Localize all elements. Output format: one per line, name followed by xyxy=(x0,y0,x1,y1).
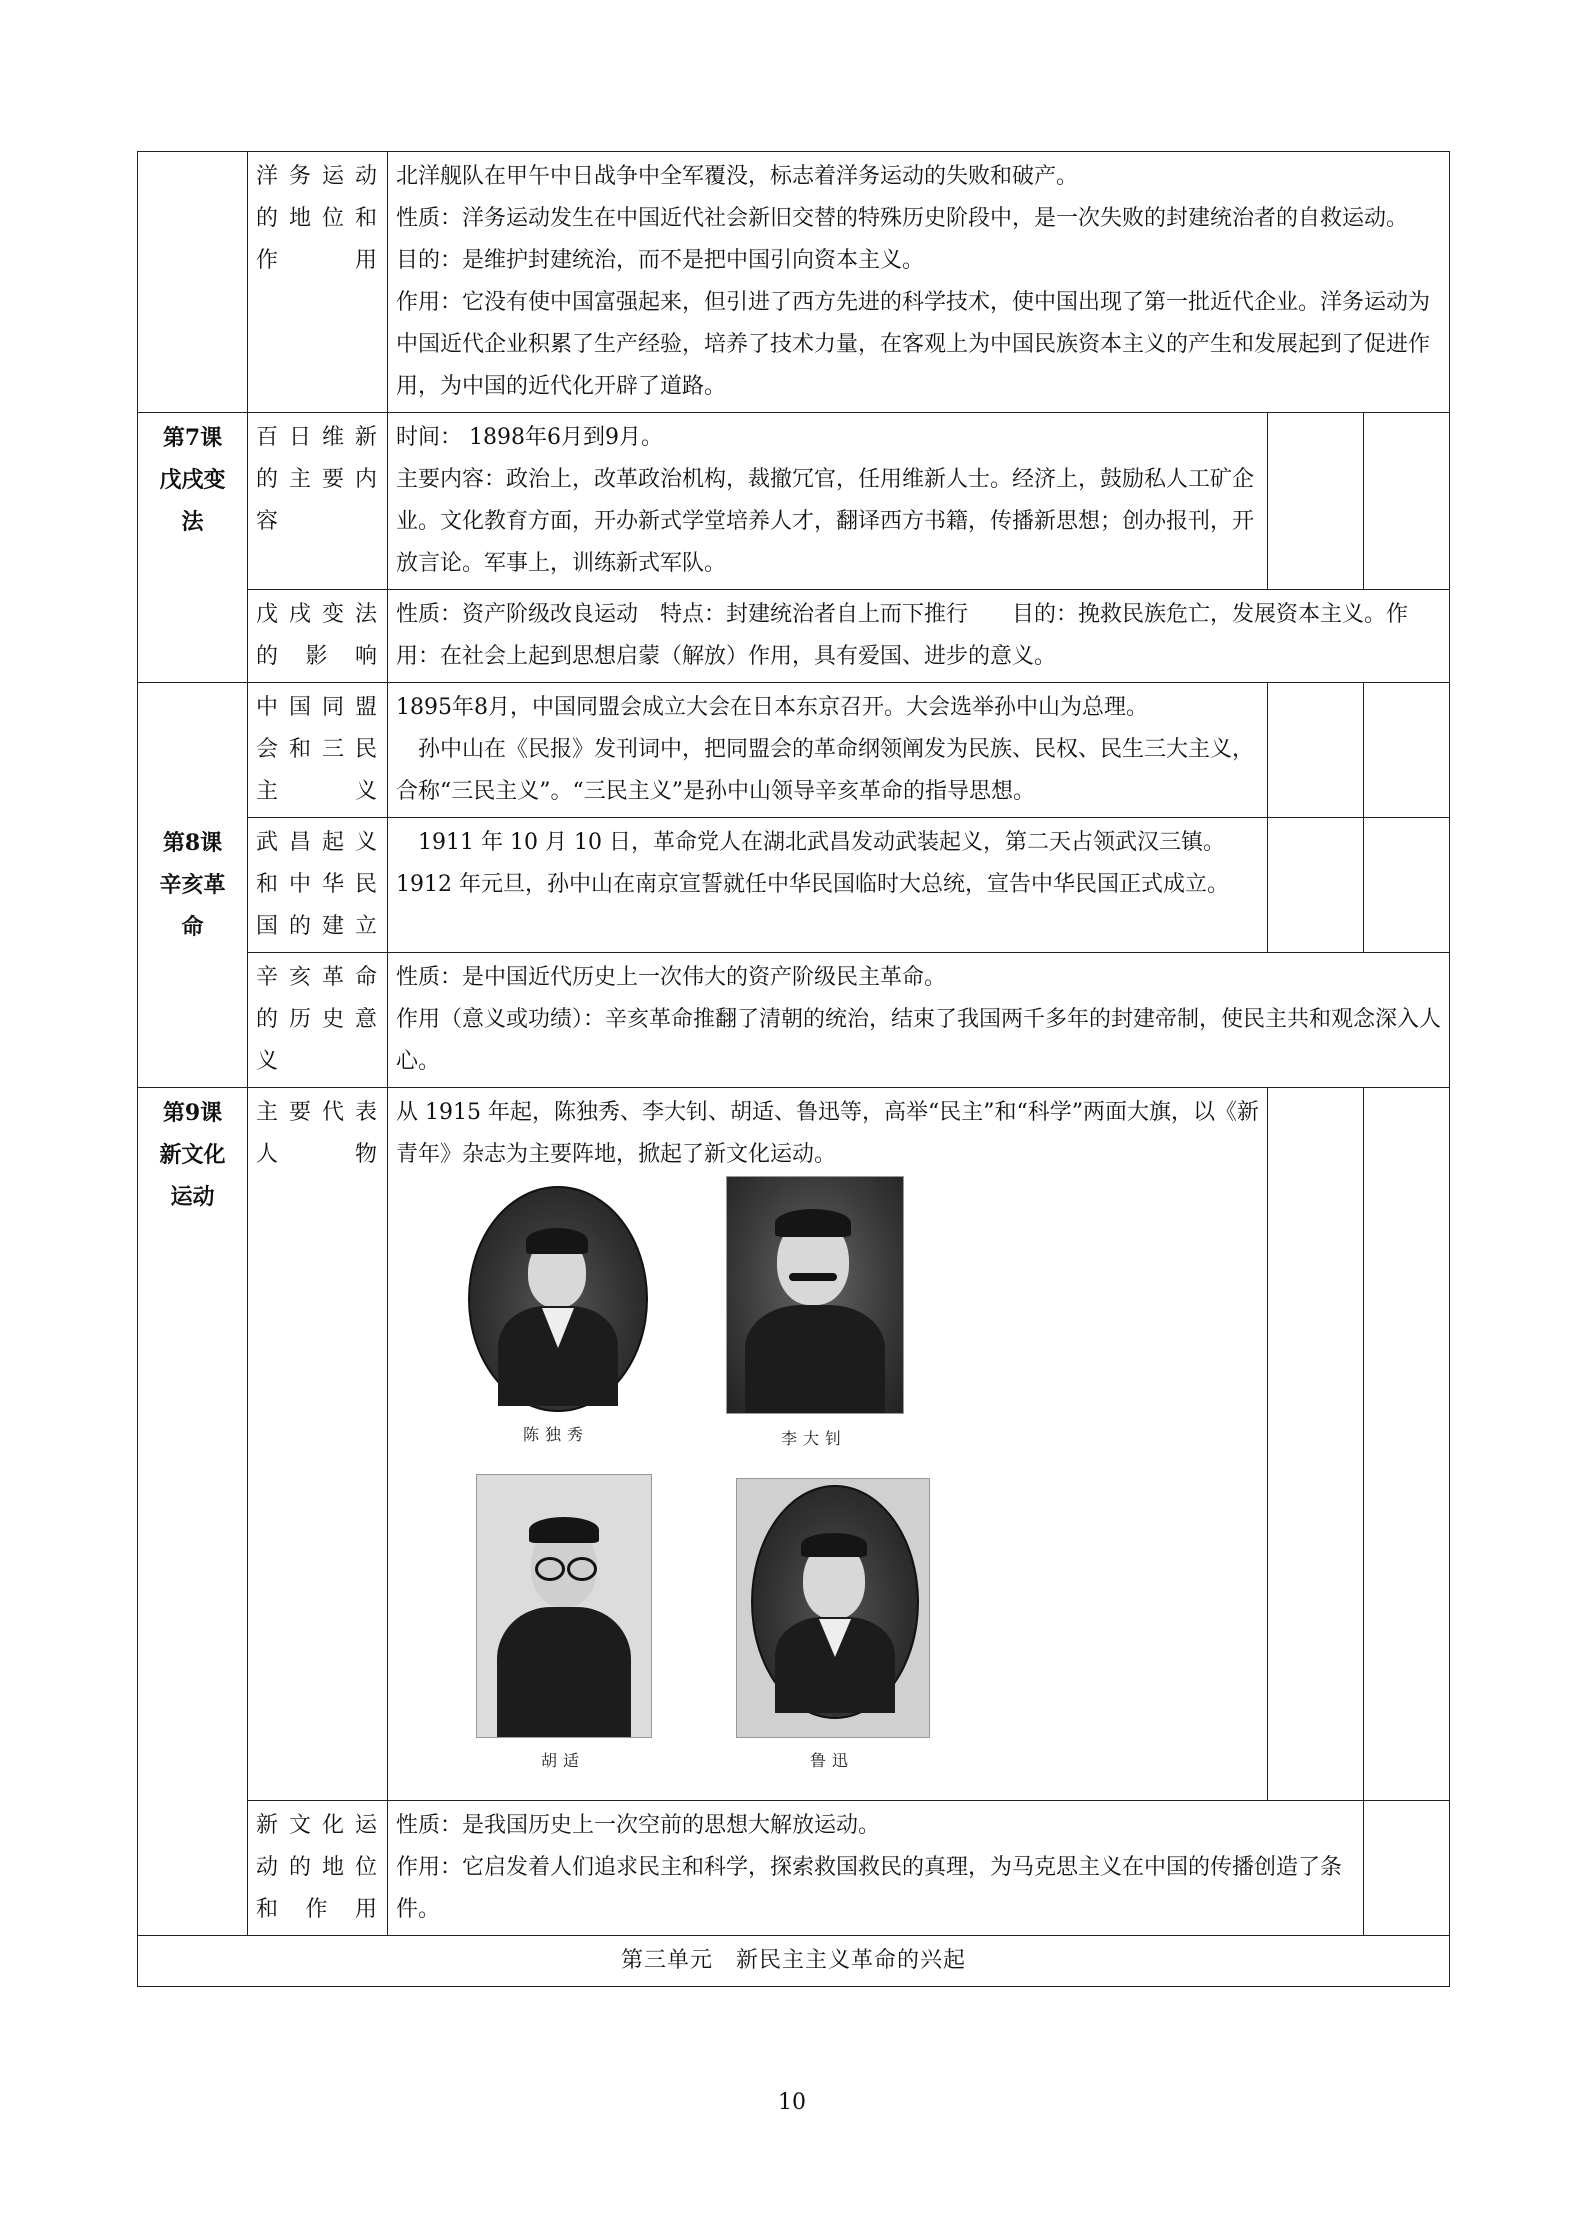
content-cell: 北洋舰队在甲午中日战争中全军覆没，标志着洋务运动的失败和破产。 性质：洋务运动发生在中国近代社会新旧交替的特殊历史阶段中，是一次失败的封建统治者的自救运动。 目的：是维护封建统治，而不是把中国引向资本主义。 作用：它没有使中国富强起来，但引进了西方先进的科学技术，使中国出现了第一批近代企业。洋务运动为中国近代企业积累了生产经验，培养了技术力量，在客观上为中国民族资本主义的产生和发展起到了促进作用，为中国的近代化开辟了道路。 xyxy=(388,152,1450,413)
photo-caption: 鲁迅 xyxy=(809,1751,854,1770)
table-row xyxy=(138,413,1450,590)
topic-cell: 戊戌变法 的影响 xyxy=(248,590,388,683)
table-row xyxy=(138,1936,1450,1987)
blank-cell xyxy=(1364,1801,1450,1936)
topic-cell: 百日维新 的主要内 容 xyxy=(248,413,388,590)
content-cell: 性质：资产阶级改良运动 特点：封建统治者自上而下推行 目的：挽救民族危亡，发展资本主义。作用：在社会上起到思想启蒙（解放）作用，具有爱国、进步的意义。 xyxy=(388,590,1450,683)
portrait-photo xyxy=(468,1186,648,1444)
content-cell: 1911 年 10 月 10 日，革命党人在湖北武昌发动武装起义，第二天占领武汉三镇。1912 年元旦，孙中山在南京宣誓就任中华民国临时大总统，宣告中华民国正式成立。 xyxy=(388,818,1268,953)
topic-cell: 主要代表 人物 xyxy=(248,1088,388,1801)
table-row xyxy=(138,818,1450,953)
content-cell: 性质：是中国近代历史上一次伟大的资产阶级民主革命。 作用（意义或功绩）：辛亥革命推翻了清朝的统治，结束了我国两千多年的封建帝制，使民主共和观念深入人心。 xyxy=(388,953,1450,1088)
blank-cell xyxy=(1268,683,1364,818)
blank-cell xyxy=(1364,818,1450,953)
blank-cell xyxy=(1268,818,1364,953)
topic-cell: 武昌起义 和中华民 国的建立 xyxy=(248,818,388,953)
topic-cell: 洋务运动 的地位和 作用 xyxy=(248,152,388,413)
table-row xyxy=(138,590,1450,683)
table-row xyxy=(138,1801,1450,1936)
blank-cell xyxy=(1364,683,1450,818)
portrait-photo xyxy=(476,1474,654,1770)
page-number: 10 xyxy=(778,2090,806,2115)
portrait-photo xyxy=(736,1478,932,1770)
blank-cell xyxy=(1364,1088,1450,1801)
content-cell: 时间： 1898年6月到9月。 主要内容：政治上，改革政治机构，裁撤冗官，任用维新人士。经济上，鼓励私人工矿企业。文化教育方面，开办新式学堂培养人才，翻译西方书籍，传播新思想；创办报刊，开放言论。军事上，训练新式军队。 xyxy=(388,413,1268,590)
portrait-gallery xyxy=(396,1176,1259,1796)
history-outline-table xyxy=(137,151,1450,1987)
topic-cell: 中国同盟 会和三民 主义 xyxy=(248,683,388,818)
table-row xyxy=(138,1088,1450,1801)
content-cell: 1895年8月，中国同盟会成立大会在日本东京召开。大会选举孙中山为总理。 孙中山在《民报》发刊词中，把同盟会的革命纲领阐发为民族、民权、民生三大主义，合称“三民主义”。“三民主义”是孙中山领导辛亥革命的指导思想。 xyxy=(388,683,1268,818)
lesson-cell: 第8课 辛亥革 命 xyxy=(138,683,248,1088)
portrait-photo xyxy=(726,1176,906,1448)
table-row xyxy=(138,683,1450,818)
unit-heading: 第三单元 新民主主义革命的兴起 xyxy=(138,1936,1450,1987)
photo-caption: 李大钊 xyxy=(780,1429,847,1448)
blank-cell xyxy=(1268,1088,1364,1801)
lesson-cell: 第7课 戊戌变 法 xyxy=(138,413,248,683)
blank-cell xyxy=(1364,413,1450,590)
content-cell: 从 1915 年起，陈独秀、李大钊、胡适、鲁迅等，高举“民主”和“科学”两面大旗，以《新青年》杂志为主要阵地，掀起了新文化运动。 陈独秀 李大钊 胡适 鲁迅 xyxy=(388,1088,1268,1801)
topic-cell: 辛亥革命 的历史意 义 xyxy=(248,953,388,1088)
topic-cell: 新文化运 动的地位 和作用 xyxy=(248,1801,388,1936)
lesson-cell xyxy=(138,152,248,413)
table-row xyxy=(138,953,1450,1088)
table-row xyxy=(138,152,1450,413)
blank-cell xyxy=(1268,413,1364,590)
photo-caption: 陈独秀 xyxy=(522,1425,589,1444)
content-cell: 性质：是我国历史上一次空前的思想大解放运动。 作用：它启发着人们追求民主和科学，探索救国救民的真理，为马克思主义在中国的传播创造了条件。 xyxy=(388,1801,1364,1936)
lesson-cell: 第9课 新文化 运动 xyxy=(138,1088,248,1936)
photo-caption: 胡适 xyxy=(540,1751,585,1770)
